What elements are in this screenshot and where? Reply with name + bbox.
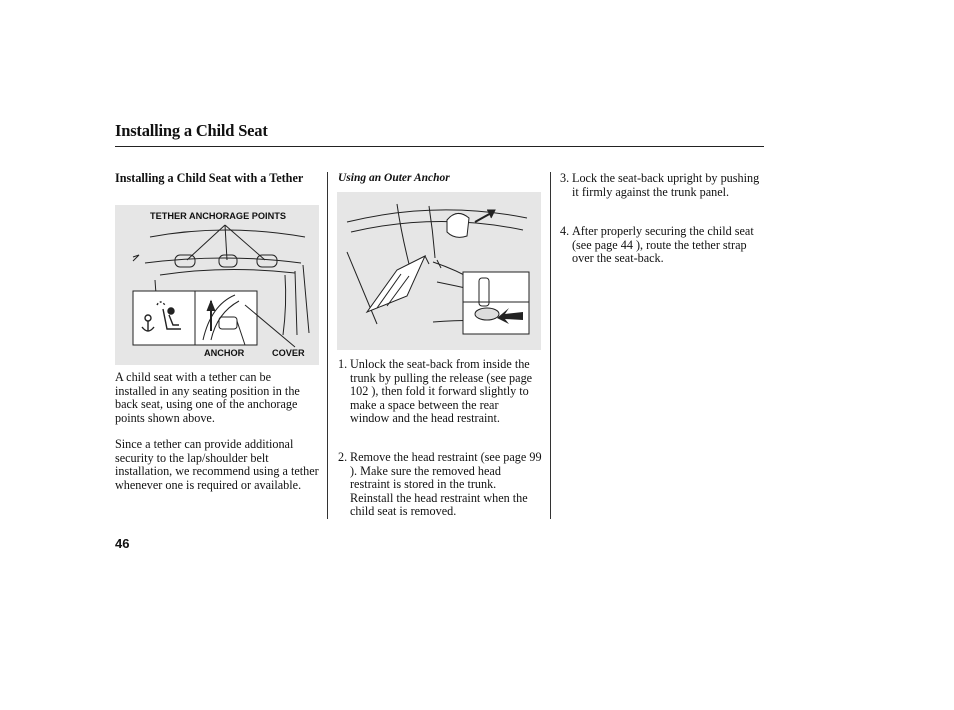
step-text: Lock the seat-back upright by pushing it firmly against the trunk panel. xyxy=(572,171,760,199)
tether-anchorage-figure xyxy=(115,205,319,365)
title-rule xyxy=(115,146,764,147)
step-number: 2. xyxy=(338,450,348,464)
anchor-label: ANCHOR xyxy=(204,348,245,358)
step-text: Remove the head restraint (see page 99 ). Make sure the removed head restraint is stored in the trunk. Reinstall the head restraint when the child seat is removed. xyxy=(350,450,542,519)
page-title: Installing a Child Seat xyxy=(115,121,268,140)
step-number: 3. xyxy=(560,171,570,185)
step-3 xyxy=(560,172,764,199)
step-text: After properly securing the child seat (see page 44 ), route the tether strap over the seat-back. xyxy=(572,224,754,266)
section-heading: Installing a Child Seat with a Tether xyxy=(115,171,304,185)
paragraph-tether-recommendation: Since a tether can provide additional security to the lap/shoulder belt installation, we recommend using a tether whenever one is required or available. xyxy=(115,437,319,492)
step-2 xyxy=(338,451,542,519)
column-divider-right xyxy=(550,172,551,519)
seat-back-illustration xyxy=(337,192,541,350)
page-number: 46 xyxy=(115,536,130,551)
tether-anchorage-points-label: TETHER ANCHORAGE POINTS xyxy=(150,211,286,221)
column-divider-left xyxy=(327,172,328,519)
rear-shelf-illustration xyxy=(115,205,319,365)
cover-label: COVER xyxy=(272,348,305,358)
step-number: 4. xyxy=(560,224,570,238)
step-number: 1. xyxy=(338,357,348,371)
paragraph-tether-positions: A child seat with a tether can be installed in any seating position in the back seat, using one of the anchorage points shown above. xyxy=(115,370,300,425)
step-1 xyxy=(338,358,538,426)
section-heading-outer-anchor: Using an Outer Anchor xyxy=(338,172,450,184)
outer-anchor-figure xyxy=(337,192,541,350)
step-4 xyxy=(560,225,764,266)
step-text: Unlock the seat-back from inside the trunk by pulling the release (see page 102 ), then fold it forward slightly to make a space between the rear window and the head restraint. xyxy=(350,357,533,426)
